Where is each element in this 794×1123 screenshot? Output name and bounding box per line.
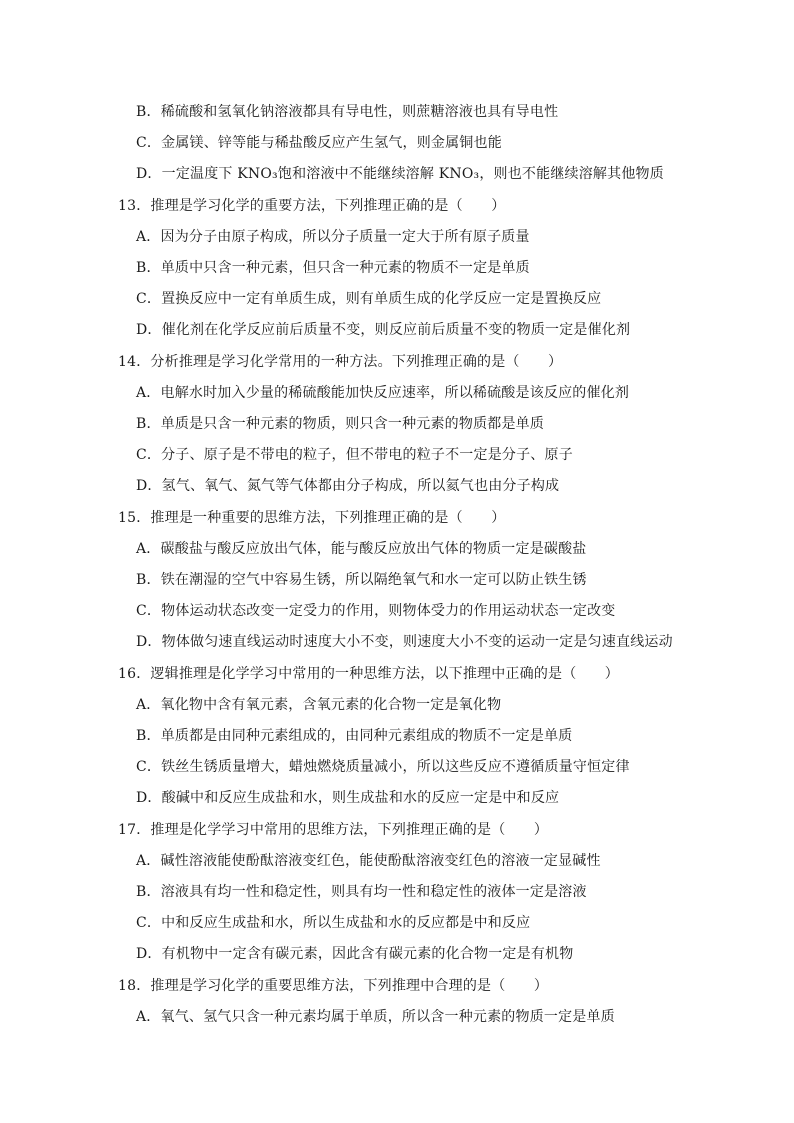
option-line: B．单质是只含一种元素的物质，则只含一种元素的物质都是单质 <box>136 416 545 432</box>
option-line: A．电解水时加入少量的稀硫酸能加快反应速率，所以稀硫酸是该反应的催化剂 <box>136 385 630 401</box>
option-line: A．氧气、氢气只含一种元素均属于单质，所以含一种元素的物质一定是单质 <box>136 1009 615 1025</box>
option-line: B．稀硫酸和氢氧化钠溶液都具有导电性，则蔗糖溶液也具有导电性 <box>136 104 559 120</box>
option-line: B．铁在潮湿的空气中容易生锈，所以隔绝氧气和水一定可以防止铁生锈 <box>136 572 587 588</box>
option-line: C．置换反应中一定有单质生成，则有单质生成的化学反应一定是置换反应 <box>136 291 602 307</box>
option-line: D．物体做匀速直线运动时速度大小不变，则速度大小不变的运动一定是匀速直线运动 <box>136 634 673 650</box>
option-line: C．金属镁、锌等能与稀盐酸反应产生氢气，则金属铜也能 <box>136 135 502 151</box>
option-line: C．物体运动状态改变一定受力的作用，则物体受力的作用运动状态一定改变 <box>136 603 616 619</box>
question-stem: 14．分析推理是学习化学常用的一种方法。下列推理正确的是（ ） <box>118 354 563 370</box>
question-stem: 13．推理是学习化学的重要方法，下列推理正确的是（ ） <box>118 198 506 214</box>
question-stem: 16．逻辑推理是化学学习中常用的一种思维方法，以下推理中正确的是（ ） <box>118 666 620 682</box>
option-line: B．单质都是由同种元素组成的，由同种元素组成的物质不一定是单质 <box>136 728 573 744</box>
option-line: B．单质中只含一种元素，但只含一种元素的物质不一定是单质 <box>136 260 530 276</box>
option-line: A．碱性溶液能使酚酞溶液变红色，能使酚酞溶液变红色的溶液一定显碱性 <box>136 853 601 869</box>
option-line: D．氢气、氧气、氮气等气体都由分子构成，所以氦气也由分子构成 <box>136 478 560 494</box>
option-line: B．溶液具有均一性和稳定性，则具有均一性和稳定性的液体一定是溶液 <box>136 884 587 900</box>
question-stem: 15．推理是一种重要的思维方法，下列推理正确的是（ ） <box>118 510 506 526</box>
option-line: C．分子、原子是不带电的粒子，但不带电的粒子不一定是分子、原子 <box>136 447 573 463</box>
option-line: A．氧化物中含有氧元素，含氧元素的化合物一定是氧化物 <box>136 697 502 713</box>
option-line: D．有机物中一定含有碳元素，因此含有碳元素的化合物一定是有机物 <box>136 946 574 962</box>
question-stem: 18．推理是学习化学的重要思维方法，下列推理中合理的是（ ） <box>118 978 549 994</box>
option-line: A．因为分子由原子构成，所以分子质量一定大于所有原子质量 <box>136 229 530 245</box>
option-line: A．碳酸盐与酸反应放出气体，能与酸反应放出气体的物质一定是碳酸盐 <box>136 541 587 557</box>
option-line: D．催化剂在化学反应前后质量不变，则反应前后质量不变的物质一定是催化剂 <box>136 322 631 338</box>
option-line: D．酸碱中和反应生成盐和水，则生成盐和水的反应一定是中和反应 <box>136 790 560 806</box>
option-line: C．铁丝生锈质量增大，蜡烛燃烧质量减小，所以这些反应不遵循质量守恒定律 <box>136 759 630 775</box>
question-stem: 17．推理是化学学习中常用的思维方法，下列推理正确的是（ ） <box>118 822 549 838</box>
option-line: D．一定温度下 KNO₃饱和溶液中不能继续溶解 KNO₃，则也不能继续溶解其他物质 <box>136 166 664 182</box>
option-line: C．中和反应生成盐和水，所以生成盐和水的反应都是中和反应 <box>136 915 531 931</box>
